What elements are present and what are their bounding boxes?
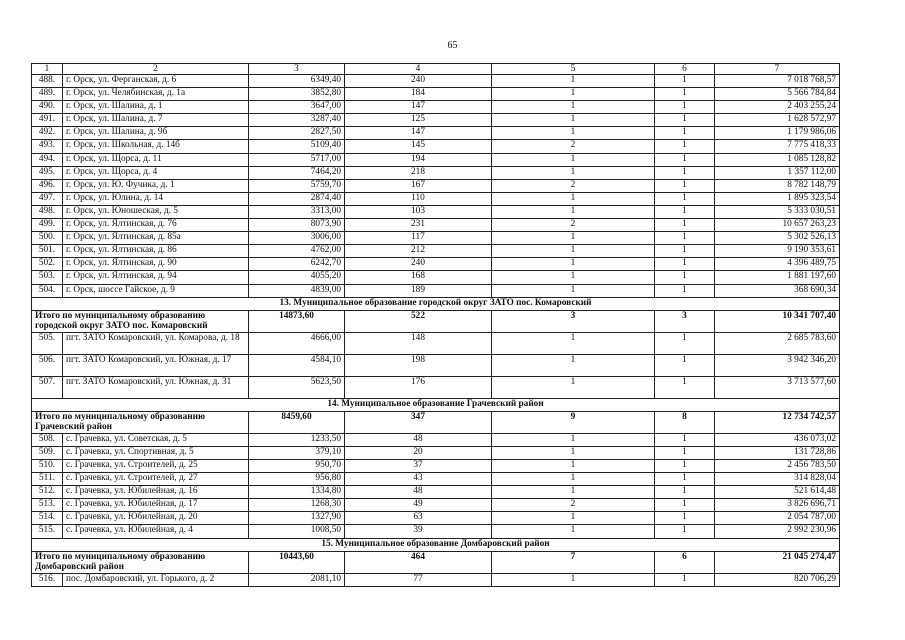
section-title: 15. Муниципальное образование Домбаровский район <box>32 538 840 551</box>
residents: 43 <box>345 473 492 486</box>
col-5-value: 1 <box>492 127 655 140</box>
col-6-value: 1 <box>655 433 715 446</box>
col-6-value: 1 <box>655 258 715 271</box>
col-5-value: 1 <box>492 205 655 218</box>
col-6-value: 1 <box>655 332 715 354</box>
table-row <box>32 258 840 271</box>
address: г. Орск, ул. Ялтинская, д. 86 <box>63 245 249 258</box>
col-5-value: 1 <box>492 232 655 245</box>
area: 2081,10 <box>249 573 345 586</box>
cost: 820 706,29 <box>715 573 840 586</box>
col-6-value: 1 <box>655 232 715 245</box>
address: г. Орск, ул. Шалина, д. 1 <box>63 101 249 114</box>
residents: 168 <box>345 271 492 284</box>
residents: 231 <box>345 219 492 232</box>
row-number: 513. <box>32 499 63 512</box>
col-6-value: 1 <box>655 88 715 101</box>
total-row <box>32 310 840 332</box>
area: 5109,40 <box>249 140 345 153</box>
address: г. Орск, ул. Ялтинская, д. 76 <box>63 219 249 232</box>
col-6-value: 1 <box>655 166 715 179</box>
row-number: 502. <box>32 258 63 271</box>
table-row <box>32 166 840 179</box>
address: г. Орск, ул. Ферганская, д. 6 <box>63 75 249 88</box>
col-6-value: 1 <box>655 573 715 586</box>
table-row <box>32 573 840 586</box>
area: 4055,20 <box>249 271 345 284</box>
col-5-value: 1 <box>492 525 655 538</box>
col-5-value: 1 <box>492 258 655 271</box>
col-5-value: 2 <box>492 219 655 232</box>
col-5-value: 1 <box>492 433 655 446</box>
area: 1268,30 <box>249 499 345 512</box>
col-6-value: 1 <box>655 127 715 140</box>
col-6-value: 1 <box>655 459 715 472</box>
address: г. Орск, шоссе Гайское, д. 9 <box>63 284 249 297</box>
col-5-value: 1 <box>492 332 655 354</box>
cost: 436 073,02 <box>715 433 840 446</box>
residents: 240 <box>345 258 492 271</box>
total-cost: 12 734 742,57 <box>715 411 840 433</box>
residents: 240 <box>345 75 492 88</box>
row-number: 509. <box>32 446 63 459</box>
table-row <box>32 179 840 192</box>
table-row <box>32 75 840 88</box>
area: 3006,00 <box>249 232 345 245</box>
row-number: 494. <box>32 153 63 166</box>
cost: 2 054 787,00 <box>715 512 840 525</box>
address: пос. Домбаровский, ул. Горького, д. 2 <box>63 573 249 586</box>
column-number: 2 <box>63 64 249 75</box>
residents: 147 <box>345 127 492 140</box>
col-5-value: 1 <box>492 245 655 258</box>
address: с. Грачевка, ул. Спортивная, д. 5 <box>63 446 249 459</box>
cost: 314 828,04 <box>715 473 840 486</box>
col-6-value: 1 <box>655 153 715 166</box>
col-5-value: 1 <box>492 284 655 297</box>
col-6-value: 1 <box>655 512 715 525</box>
total-col-5: 3 <box>492 310 655 332</box>
row-number: 499. <box>32 219 63 232</box>
residents: 77 <box>345 573 492 586</box>
col-5-value: 1 <box>492 153 655 166</box>
table-row <box>32 376 840 398</box>
col-5-value: 1 <box>492 114 655 127</box>
residents: 184 <box>345 88 492 101</box>
row-number: 506. <box>32 354 63 376</box>
area: 2874,40 <box>249 192 345 205</box>
total-col-5: 7 <box>492 551 655 573</box>
residents: 117 <box>345 232 492 245</box>
table-row <box>32 192 840 205</box>
col-6-value: 1 <box>655 219 715 232</box>
section-title: 14. Муниципальное образование Грачевский район <box>32 398 840 411</box>
col-6-value: 1 <box>655 473 715 486</box>
residents: 48 <box>345 433 492 446</box>
col-6-value: 1 <box>655 114 715 127</box>
cost: 5 566 784,84 <box>715 88 840 101</box>
row-number: 491. <box>32 114 63 127</box>
table-row <box>32 114 840 127</box>
area: 956,80 <box>249 473 345 486</box>
residents: 147 <box>345 101 492 114</box>
cost: 4 396 489,75 <box>715 258 840 271</box>
total-label: Итого по муниципальному образованию городской округ ЗАТО пос. Комаровский <box>32 310 249 332</box>
cost: 5 333 030,51 <box>715 205 840 218</box>
col-5-value: 1 <box>492 573 655 586</box>
row-number: 501. <box>32 245 63 258</box>
cost: 1 085 128,82 <box>715 153 840 166</box>
total-cost: 21 045 274,47 <box>715 551 840 573</box>
col-6-value: 1 <box>655 245 715 258</box>
area: 3313,00 <box>249 205 345 218</box>
col-6-value: 1 <box>655 101 715 114</box>
cost: 1 895 323,54 <box>715 192 840 205</box>
table-row <box>32 512 840 525</box>
col-6-value: 1 <box>655 354 715 376</box>
address: г. Орск, ул. Ялтинская, д. 90 <box>63 258 249 271</box>
address: с. Грачевка, ул. Строителей, д. 27 <box>63 473 249 486</box>
col-5-value: 2 <box>492 140 655 153</box>
area: 6349,40 <box>249 75 345 88</box>
total-row <box>32 411 840 433</box>
col-6-value: 1 <box>655 140 715 153</box>
total-area: 14873,60 <box>249 310 345 332</box>
col-6-value: 1 <box>655 284 715 297</box>
table-row <box>32 88 840 101</box>
col-5-value: 1 <box>492 75 655 88</box>
table-row <box>32 499 840 512</box>
residents: 39 <box>345 525 492 538</box>
col-6-value: 1 <box>655 75 715 88</box>
cost: 2 685 783,60 <box>715 332 840 354</box>
col-6-value: 1 <box>655 525 715 538</box>
cost: 7 018 768,57 <box>715 75 840 88</box>
col-5-value: 1 <box>492 271 655 284</box>
row-number: 514. <box>32 512 63 525</box>
address: с. Грачевка, ул. Юбилейная, д. 20 <box>63 512 249 525</box>
area: 8073,90 <box>249 219 345 232</box>
col-6-value: 1 <box>655 499 715 512</box>
area: 1327,90 <box>249 512 345 525</box>
residents: 194 <box>345 153 492 166</box>
total-cost: 10 341 707,40 <box>715 310 840 332</box>
residents: 48 <box>345 486 492 499</box>
section-header-row <box>32 538 840 551</box>
col-5-value: 2 <box>492 179 655 192</box>
area: 5717,00 <box>249 153 345 166</box>
table-row <box>32 332 840 354</box>
table-row <box>32 101 840 114</box>
total-col-6: 3 <box>655 310 715 332</box>
address: с. Грачевка, ул. Советская, д. 5 <box>63 433 249 446</box>
area: 1334,80 <box>249 486 345 499</box>
col-5-value: 1 <box>492 512 655 525</box>
address: г. Орск, ул. Ю. Фучика, д. 1 <box>63 179 249 192</box>
residents: 176 <box>345 376 492 398</box>
col-5-value: 1 <box>492 446 655 459</box>
row-number: 505. <box>32 332 63 354</box>
residents: 110 <box>345 192 492 205</box>
row-number: 492. <box>32 127 63 140</box>
table-row <box>32 205 840 218</box>
col-5-value: 1 <box>492 486 655 499</box>
cost: 1 357 112,00 <box>715 166 840 179</box>
col-6-value: 1 <box>655 446 715 459</box>
row-number: 488. <box>32 75 63 88</box>
residents: 198 <box>345 354 492 376</box>
area: 4839,00 <box>249 284 345 297</box>
total-label: Итого по муниципальному образованию Грачевский район <box>32 411 249 433</box>
row-number: 497. <box>32 192 63 205</box>
column-number: 6 <box>655 64 715 75</box>
address: г. Орск, ул. Ялтинская, д. 94 <box>63 271 249 284</box>
residents: 167 <box>345 179 492 192</box>
total-residents: 347 <box>345 411 492 433</box>
cost: 2 456 783,50 <box>715 459 840 472</box>
row-number: 496. <box>32 179 63 192</box>
row-number: 515. <box>32 525 63 538</box>
total-area: 10443,60 <box>249 551 345 573</box>
area: 4584,10 <box>249 354 345 376</box>
address: г. Орск, ул. Щорса, д. 4 <box>63 166 249 179</box>
page-number: 65 <box>447 40 458 51</box>
cost: 131 728,86 <box>715 446 840 459</box>
col-6-value: 1 <box>655 179 715 192</box>
address: г. Орск, ул. Ялтинская, д. 85а <box>63 232 249 245</box>
residents: 20 <box>345 446 492 459</box>
residents: 103 <box>345 205 492 218</box>
column-number: 3 <box>249 64 345 75</box>
row-number: 508. <box>32 433 63 446</box>
row-number: 503. <box>32 271 63 284</box>
total-row <box>32 551 840 573</box>
address: с. Грачевка, ул. Юбилейная, д. 4 <box>63 525 249 538</box>
cost: 1 881 197,60 <box>715 271 840 284</box>
area: 950,70 <box>249 459 345 472</box>
residents: 145 <box>345 140 492 153</box>
row-number: 510. <box>32 459 63 472</box>
total-residents: 464 <box>345 551 492 573</box>
cost: 8 782 148,79 <box>715 179 840 192</box>
address: пгт. ЗАТО Комаровский, ул. Комарова, д. 18 <box>63 332 249 354</box>
col-5-value: 1 <box>492 166 655 179</box>
table-row <box>32 433 840 446</box>
residents: 218 <box>345 166 492 179</box>
table-row <box>32 140 840 153</box>
address: с. Грачевка, ул. Юбилейная, д. 16 <box>63 486 249 499</box>
row-number: 500. <box>32 232 63 245</box>
address: г. Орск, ул. Юлина, д. 14 <box>63 192 249 205</box>
row-number: 495. <box>32 166 63 179</box>
col-6-value: 1 <box>655 205 715 218</box>
residents: 148 <box>345 332 492 354</box>
total-residents: 522 <box>345 310 492 332</box>
col-6-value: 1 <box>655 486 715 499</box>
address: г. Орск, ул. Юношеская, д. 5 <box>63 205 249 218</box>
table-row <box>32 127 840 140</box>
area: 4666,00 <box>249 332 345 354</box>
area: 2827,50 <box>249 127 345 140</box>
cost: 5 302 526,13 <box>715 232 840 245</box>
table-row <box>32 486 840 499</box>
cost: 9 190 353,61 <box>715 245 840 258</box>
cost: 2 403 255,24 <box>715 101 840 114</box>
table-row <box>32 271 840 284</box>
cost: 2 992 230,96 <box>715 525 840 538</box>
area: 3287,40 <box>249 114 345 127</box>
housing-register-table <box>31 63 840 587</box>
table-row <box>32 459 840 472</box>
column-number: 5 <box>492 64 655 75</box>
row-number: 507. <box>32 376 63 398</box>
table-row <box>32 473 840 486</box>
address: пгт. ЗАТО Комаровский, ул. Южная, д. 31 <box>63 376 249 398</box>
cost: 3 826 696,71 <box>715 499 840 512</box>
residents: 212 <box>345 245 492 258</box>
area: 5623,50 <box>249 376 345 398</box>
address: г. Орск, ул. Шалина, д. 7 <box>63 114 249 127</box>
table-row <box>32 153 840 166</box>
address: с. Грачевка, ул. Юбилейная, д. 17 <box>63 499 249 512</box>
col-5-value: 2 <box>492 499 655 512</box>
total-area: 8459,60 <box>249 411 345 433</box>
residents: 37 <box>345 459 492 472</box>
residents: 125 <box>345 114 492 127</box>
section-title: 13. Муниципальное образование городской округ ЗАТО пос. Комаровский <box>32 297 840 310</box>
residents: 63 <box>345 512 492 525</box>
column-number: 7 <box>715 64 840 75</box>
cost: 3 713 577,60 <box>715 376 840 398</box>
col-5-value: 1 <box>492 354 655 376</box>
address: с. Грачевка, ул. Строителей, д. 25 <box>63 459 249 472</box>
address: пгт. ЗАТО Комаровский, ул. Южная, д. 17 <box>63 354 249 376</box>
table-row <box>32 219 840 232</box>
total-col-6: 6 <box>655 551 715 573</box>
cost: 10 657 263,23 <box>715 219 840 232</box>
row-number: 493. <box>32 140 63 153</box>
area: 1233,50 <box>249 433 345 446</box>
cost: 1 628 572,97 <box>715 114 840 127</box>
column-number-row <box>32 64 840 75</box>
area: 1008,50 <box>249 525 345 538</box>
cost: 1 179 986,06 <box>715 127 840 140</box>
section-header-row <box>32 398 840 411</box>
area: 5759,70 <box>249 179 345 192</box>
col-5-value: 1 <box>492 88 655 101</box>
table-row <box>32 525 840 538</box>
col-6-value: 1 <box>655 192 715 205</box>
residents: 49 <box>345 499 492 512</box>
column-number: 4 <box>345 64 492 75</box>
address: г. Орск, ул. Щорса, д. 11 <box>63 153 249 166</box>
column-number: 1 <box>32 64 63 75</box>
row-number: 489. <box>32 88 63 101</box>
total-col-5: 9 <box>492 411 655 433</box>
row-number: 504. <box>32 284 63 297</box>
col-5-value: 1 <box>492 101 655 114</box>
area: 4762,00 <box>249 245 345 258</box>
row-number: 512. <box>32 486 63 499</box>
col-5-value: 1 <box>492 459 655 472</box>
cost: 3 942 346,20 <box>715 354 840 376</box>
address: г. Орск, ул. Школьная, д. 14б <box>63 140 249 153</box>
area: 3647,00 <box>249 101 345 114</box>
residents: 189 <box>345 284 492 297</box>
table-row <box>32 245 840 258</box>
row-number: 511. <box>32 473 63 486</box>
row-number: 490. <box>32 101 63 114</box>
table-row <box>32 232 840 245</box>
total-col-6: 8 <box>655 411 715 433</box>
cost: 7 775 418,33 <box>715 140 840 153</box>
cost: 368 690,34 <box>715 284 840 297</box>
area: 6242,70 <box>249 258 345 271</box>
col-6-value: 1 <box>655 271 715 284</box>
area: 7464,20 <box>249 166 345 179</box>
col-6-value: 1 <box>655 376 715 398</box>
table-row <box>32 284 840 297</box>
area: 3852,80 <box>249 88 345 101</box>
table-row <box>32 446 840 459</box>
address: г. Орск, ул. Шалина, д. 9б <box>63 127 249 140</box>
col-5-value: 1 <box>492 473 655 486</box>
section-header-row <box>32 297 840 310</box>
col-5-value: 1 <box>492 376 655 398</box>
row-number: 516. <box>32 573 63 586</box>
area: 379,10 <box>249 446 345 459</box>
table-row <box>32 354 840 376</box>
row-number: 498. <box>32 205 63 218</box>
address: г. Орск, ул. Челябинская, д. 1а <box>63 88 249 101</box>
total-label: Итого по муниципальному образованию Домбаровский район <box>32 551 249 573</box>
col-5-value: 1 <box>492 192 655 205</box>
cost: 521 614,48 <box>715 486 840 499</box>
